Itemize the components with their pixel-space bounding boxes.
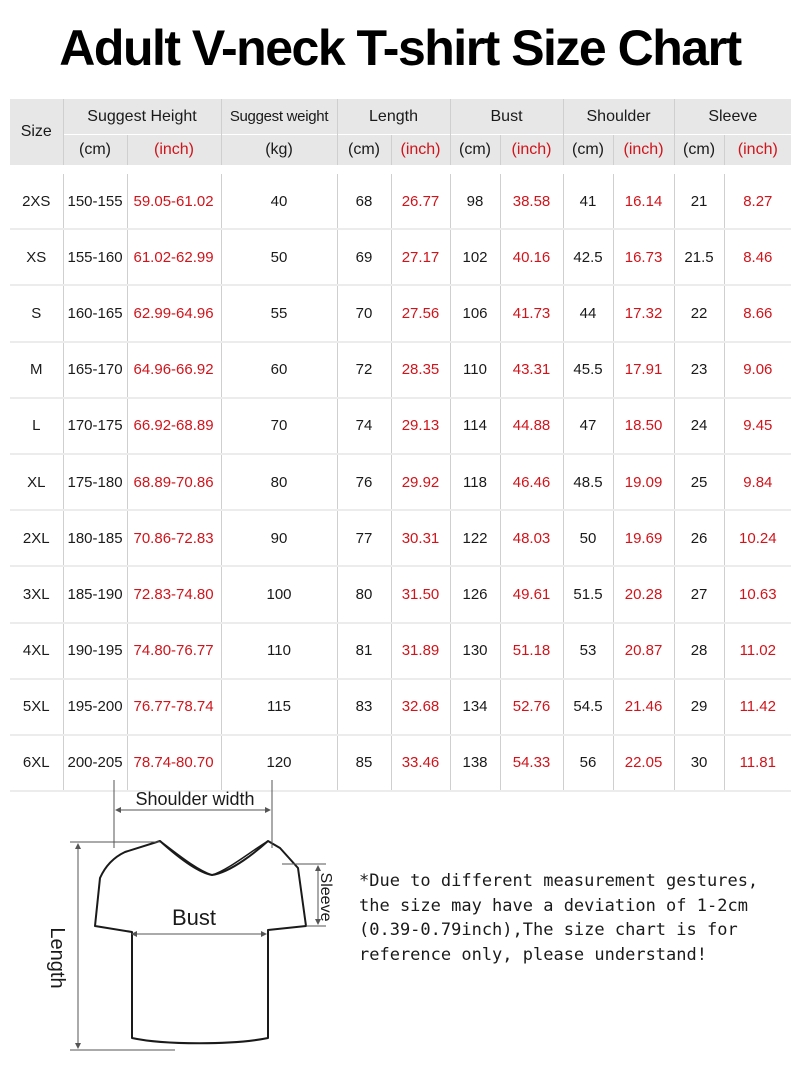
bust-cm-cell: 106 bbox=[450, 285, 500, 341]
arrow-head bbox=[261, 931, 267, 937]
height-cm-cell: 180-185 bbox=[63, 510, 127, 566]
table-row bbox=[10, 623, 791, 679]
bust-inch-cell: 48.03 bbox=[500, 510, 563, 566]
weight-kg-cell: 120 bbox=[221, 735, 337, 791]
height-cm-cell: 170-175 bbox=[63, 398, 127, 454]
height-inch-cell: 68.89-70.86 bbox=[127, 454, 221, 510]
arrow-head bbox=[115, 807, 121, 813]
weight-kg-cell: 115 bbox=[221, 679, 337, 735]
height-inch-cell: 74.80-76.77 bbox=[127, 623, 221, 679]
size-cell: S bbox=[10, 285, 63, 341]
sleeve-inch-cell: 11.02 bbox=[724, 623, 791, 679]
length-cm-cell: 81 bbox=[337, 623, 391, 679]
weight-header: Suggest weight bbox=[221, 99, 337, 135]
length-inch-cell: 32.68 bbox=[391, 679, 450, 735]
height-cm-cell: 165-170 bbox=[63, 342, 127, 398]
table-row bbox=[10, 454, 791, 510]
sleeve-cm-cell: 25 bbox=[674, 454, 724, 510]
size-cell: 2XL bbox=[10, 510, 63, 566]
sleeve-cm-cell: 22 bbox=[674, 285, 724, 341]
unit-cm: (cm) bbox=[563, 135, 613, 166]
page-title: Adult V-neck T-shirt Size Chart bbox=[59, 20, 741, 76]
arrow-head bbox=[75, 1043, 81, 1049]
sleeve-label: Sleeve bbox=[317, 872, 334, 922]
unit-cm: (cm) bbox=[674, 135, 724, 166]
bust-cm-cell: 98 bbox=[450, 174, 500, 229]
size-rows bbox=[10, 165, 791, 791]
unit-inch: (inch) bbox=[613, 135, 674, 166]
height-inch-cell: 76.77-78.74 bbox=[127, 679, 221, 735]
bust-cm-cell: 126 bbox=[450, 566, 500, 622]
shoulder-inch-cell: 19.69 bbox=[613, 510, 674, 566]
bust-label: Bust bbox=[171, 905, 217, 930]
size-cell: XL bbox=[10, 454, 63, 510]
shoulder-cm-cell: 42.5 bbox=[563, 229, 613, 285]
bust-cm-cell: 134 bbox=[450, 679, 500, 735]
bust-inch-cell: 41.73 bbox=[500, 285, 563, 341]
table-row bbox=[10, 566, 791, 622]
shoulder-inch-cell: 18.50 bbox=[613, 398, 674, 454]
height-cm-cell: 190-195 bbox=[63, 623, 127, 679]
unit-row bbox=[10, 135, 791, 166]
sleeve-inch-cell: 9.06 bbox=[724, 342, 791, 398]
table-row bbox=[10, 398, 791, 454]
unit-inch: (inch) bbox=[500, 135, 563, 166]
weight-kg-cell: 40 bbox=[221, 174, 337, 229]
length-inch-cell: 26.77 bbox=[391, 174, 450, 229]
shoulder-cm-cell: 45.5 bbox=[563, 342, 613, 398]
height-cm-cell: 200-205 bbox=[63, 735, 127, 791]
v-neck bbox=[160, 841, 268, 875]
weight-kg-cell: 50 bbox=[221, 229, 337, 285]
sleeve-cm-cell: 26 bbox=[674, 510, 724, 566]
bust-cm-cell: 118 bbox=[450, 454, 500, 510]
sleeve-inch-cell: 11.81 bbox=[724, 735, 791, 791]
length-cm-cell: 76 bbox=[337, 454, 391, 510]
sleeve-inch-cell: 10.63 bbox=[724, 566, 791, 622]
sleeve-inch-cell: 9.84 bbox=[724, 454, 791, 510]
bust-cm-cell: 110 bbox=[450, 342, 500, 398]
height-inch-cell: 66.92-68.89 bbox=[127, 398, 221, 454]
shoulder-cm-cell: 47 bbox=[563, 398, 613, 454]
note-line: the size may have a deviation of 1-2cm bbox=[359, 895, 748, 916]
height-inch-cell: 62.99-64.96 bbox=[127, 285, 221, 341]
bust-inch-cell: 40.16 bbox=[500, 229, 563, 285]
sleeve-cm-cell: 21 bbox=[674, 174, 724, 229]
tshirt-outline bbox=[95, 841, 306, 1043]
bust-inch-cell: 51.18 bbox=[500, 623, 563, 679]
length-header: Length bbox=[337, 99, 450, 135]
note-line: (0.39-0.79inch),The size chart is for bbox=[359, 920, 738, 940]
shoulder-width-label: Shoulder width bbox=[135, 789, 255, 809]
bust-header: Bust bbox=[450, 99, 563, 135]
shoulder-cm-cell: 56 bbox=[563, 735, 613, 791]
bust-cm-cell: 114 bbox=[450, 398, 500, 454]
weight-kg-cell: 70 bbox=[221, 398, 337, 454]
sleeve-cm-cell: 28 bbox=[674, 623, 724, 679]
bust-inch-cell: 46.46 bbox=[500, 454, 563, 510]
length-cm-cell: 72 bbox=[337, 342, 391, 398]
size-cell: M bbox=[10, 342, 63, 398]
sleeve-cm-cell: 24 bbox=[674, 398, 724, 454]
length-cm-cell: 80 bbox=[337, 566, 391, 622]
table-row bbox=[10, 342, 791, 398]
table-row bbox=[10, 174, 791, 229]
shoulder-cm-cell: 48.5 bbox=[563, 454, 613, 510]
unit-cm: (cm) bbox=[63, 135, 127, 166]
length-inch-cell: 29.92 bbox=[391, 454, 450, 510]
height-inch-cell: 59.05-61.02 bbox=[127, 174, 221, 229]
weight-kg-cell: 55 bbox=[221, 285, 337, 341]
weight-kg-cell: 100 bbox=[221, 566, 337, 622]
unit-inch: (inch) bbox=[724, 135, 791, 166]
sleeve-cm-cell: 21.5 bbox=[674, 229, 724, 285]
sleeve-inch-cell: 10.24 bbox=[724, 510, 791, 566]
bust-cm-cell: 130 bbox=[450, 623, 500, 679]
length-inch-cell: 28.35 bbox=[391, 342, 450, 398]
sleeve-cm-cell: 30 bbox=[674, 735, 724, 791]
shoulder-cm-cell: 44 bbox=[563, 285, 613, 341]
bust-cm-cell: 102 bbox=[450, 229, 500, 285]
bust-inch-cell: 38.58 bbox=[500, 174, 563, 229]
unit-cm: (cm) bbox=[450, 135, 500, 166]
shoulder-inch-cell: 20.87 bbox=[613, 623, 674, 679]
tshirt-measurement-diagram bbox=[0, 760, 420, 1072]
size-cell: 4XL bbox=[10, 623, 63, 679]
shoulder-cm-cell: 54.5 bbox=[563, 679, 613, 735]
note-line: *Due to different measurement gestures, bbox=[359, 871, 759, 891]
length-inch-cell: 27.56 bbox=[391, 285, 450, 341]
shoulder-inch-cell: 22.05 bbox=[613, 735, 674, 791]
bust-inch-cell: 52.76 bbox=[500, 679, 563, 735]
sleeve-inch-cell: 11.42 bbox=[724, 679, 791, 735]
arrow-head bbox=[315, 865, 321, 871]
sleeve-inch-cell: 9.45 bbox=[724, 398, 791, 454]
sleeve-inch-cell: 8.66 bbox=[724, 285, 791, 341]
sleeve-cm-cell: 27 bbox=[674, 566, 724, 622]
arrow-head bbox=[75, 843, 81, 849]
size-chart-table bbox=[10, 99, 791, 792]
weight-kg-cell: 80 bbox=[221, 454, 337, 510]
bust-cm-cell: 138 bbox=[450, 735, 500, 791]
length-inch-cell: 31.50 bbox=[391, 566, 450, 622]
height-inch-cell: 61.02-62.99 bbox=[127, 229, 221, 285]
length-cm-cell: 85 bbox=[337, 735, 391, 791]
header-row bbox=[10, 99, 791, 135]
sleeve-inch-cell: 8.27 bbox=[724, 174, 791, 229]
length-cm-cell: 68 bbox=[337, 174, 391, 229]
unit-cm: (cm) bbox=[337, 135, 391, 166]
shoulder-inch-cell: 21.46 bbox=[613, 679, 674, 735]
table-row bbox=[10, 229, 791, 285]
length-cm-cell: 70 bbox=[337, 285, 391, 341]
height-inch-cell: 78.74-80.70 bbox=[127, 735, 221, 791]
length-inch-cell: 33.46 bbox=[391, 735, 450, 791]
length-label: Length bbox=[46, 927, 68, 989]
size-cell: 5XL bbox=[10, 679, 63, 735]
bust-inch-cell: 44.88 bbox=[500, 398, 563, 454]
table-row bbox=[10, 285, 791, 341]
shoulder-cm-cell: 53 bbox=[563, 623, 613, 679]
shoulder-inch-cell: 17.32 bbox=[613, 285, 674, 341]
height-inch-cell: 64.96-66.92 bbox=[127, 342, 221, 398]
size-cell: 6XL bbox=[10, 735, 63, 791]
weight-kg-cell: 110 bbox=[221, 623, 337, 679]
sleeve-inch-cell: 8.46 bbox=[724, 229, 791, 285]
bust-inch-cell: 43.31 bbox=[500, 342, 563, 398]
bust-inch-cell: 49.61 bbox=[500, 566, 563, 622]
unit-inch: (inch) bbox=[127, 135, 221, 166]
height-cm-cell: 195-200 bbox=[63, 679, 127, 735]
height-header: Suggest Height bbox=[63, 99, 221, 135]
shoulder-cm-cell: 51.5 bbox=[563, 566, 613, 622]
unit-kg: (kg) bbox=[221, 135, 337, 166]
shoulder-header: Shoulder bbox=[563, 99, 674, 135]
shoulder-inch-cell: 20.28 bbox=[613, 566, 674, 622]
table-row bbox=[10, 679, 791, 735]
size-cell: XS bbox=[10, 229, 63, 285]
size-cell: 3XL bbox=[10, 566, 63, 622]
height-cm-cell: 160-165 bbox=[63, 285, 127, 341]
sleeve-cm-cell: 23 bbox=[674, 342, 724, 398]
height-cm-cell: 150-155 bbox=[63, 174, 127, 229]
length-cm-cell: 74 bbox=[337, 398, 391, 454]
height-inch-cell: 72.83-74.80 bbox=[127, 566, 221, 622]
shoulder-cm-cell: 50 bbox=[563, 510, 613, 566]
shoulder-inch-cell: 16.73 bbox=[613, 229, 674, 285]
height-cm-cell: 185-190 bbox=[63, 566, 127, 622]
height-cm-cell: 175-180 bbox=[63, 454, 127, 510]
unit-inch: (inch) bbox=[391, 135, 450, 166]
shoulder-cm-cell: 41 bbox=[563, 174, 613, 229]
arrow-head bbox=[265, 807, 271, 813]
length-cm-cell: 77 bbox=[337, 510, 391, 566]
bust-cm-cell: 122 bbox=[450, 510, 500, 566]
size-cell: 2XS bbox=[10, 174, 63, 229]
length-cm-cell: 69 bbox=[337, 229, 391, 285]
height-cm-cell: 155-160 bbox=[63, 229, 127, 285]
height-inch-cell: 70.86-72.83 bbox=[127, 510, 221, 566]
sleeve-header: Sleeve bbox=[674, 99, 791, 135]
shoulder-inch-cell: 19.09 bbox=[613, 454, 674, 510]
size-header: Size bbox=[10, 99, 63, 165]
shoulder-inch-cell: 16.14 bbox=[613, 174, 674, 229]
length-cm-cell: 83 bbox=[337, 679, 391, 735]
table-row bbox=[10, 510, 791, 566]
shoulder-inch-cell: 17.91 bbox=[613, 342, 674, 398]
length-inch-cell: 27.17 bbox=[391, 229, 450, 285]
size-cell: L bbox=[10, 398, 63, 454]
length-inch-cell: 29.13 bbox=[391, 398, 450, 454]
length-inch-cell: 31.89 bbox=[391, 623, 450, 679]
disclaimer-note bbox=[359, 869, 779, 967]
sleeve-cm-cell: 29 bbox=[674, 679, 724, 735]
note-line: reference only, please understand! bbox=[359, 944, 707, 965]
bust-inch-cell: 54.33 bbox=[500, 735, 563, 791]
weight-kg-cell: 90 bbox=[221, 510, 337, 566]
length-inch-cell: 30.31 bbox=[391, 510, 450, 566]
weight-kg-cell: 60 bbox=[221, 342, 337, 398]
